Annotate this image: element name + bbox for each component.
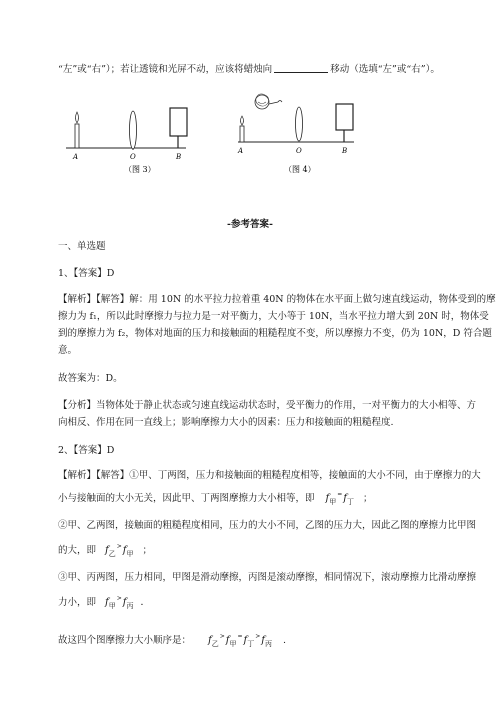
candle-icon [240,126,244,142]
optics-figures [66,86,376,176]
question-tail-line [58,62,440,77]
q2-p1-relation: $f_甲^=f_丁$ [325,491,354,506]
fig4-caption: （图 4） [284,165,316,174]
q2-p1-line: 小与接触面的大小无关，因此甲、丁两图摩擦力大小相等，即 $f_甲^=f_丁$ ； [58,491,373,506]
candle-icon [75,124,79,148]
q2-answer: 2、【答案】D [58,445,115,456]
light-screen-icon [336,104,353,130]
q2-p2-line: 的大，即 $f_乙^>f_甲$ ； [58,543,153,558]
answer-heading: -参考答案- [227,219,273,230]
eye-observer-icon [255,95,269,109]
q1-analysis-line: 意。 [58,345,78,356]
q1-analysis-line: 擦力为 f₁，所以此时摩擦力与拉力是一对平衡力，大小等于 10N，当水平拉力增大到 20N 时，物体受 [58,311,489,322]
fig4-point-a: A [238,147,244,155]
q1-fenxi-line: 【分析】当物体处于静止状态或匀速直线运动状态时，受平衡力的作用，一对平衡力的大小相等、方 [58,400,477,411]
q2-final-order: $f_乙^>f_甲^=f_丁^>f_丙$ [208,633,272,648]
q1-analysis-line: 【解析】【解答】解：用 10N 的水平拉力拉着重 40N 的物体在水平面上做匀速直线运动，物体受到的摩 [58,294,496,305]
figure-3 [66,108,187,174]
q1-answer: 1、【答案】D [58,268,115,279]
q2-p3-line: 力小，即 $f_甲^>f_丙$ ． [58,595,151,610]
question-text: “左”或“右”）；若让透镜和光屏不动，应该将蜡烛向 [58,64,273,75]
figure-4 [237,94,354,174]
q1-fenxi-line: 向相反、作用在同一直线上；影响摩擦力大小的因素：压力和接触面的粗糙程度. [58,417,394,428]
q1-analysis-line: 到的摩擦力为 f₂，物体对地面的压力和接触面的粗糙程度不变，所以摩擦力不变，仍为 10N，D 符合题 [58,328,492,339]
answer-blank [274,62,328,73]
fig3-point-a: A [73,153,79,161]
q2-p1-line: 【解析】【解答】①甲、丁两图，压力和接触面的粗糙程度相等，接触面的大小不同，由于摩擦力的大 [58,470,481,481]
section-title: 一、单选题 [58,241,106,252]
q2-final-line: 故这四个图摩擦力大小顺序是： $f_乙^>f_甲^=f_丁^>f_丙$ . [58,633,287,648]
q1-conclusion: 故答案为：D。 [58,373,123,384]
light-screen-icon [170,108,187,136]
convex-lens-icon [130,111,137,149]
q2-p3-line: ③甲、丙两图，压力相同，甲图是滑动摩擦，丙图是滚动摩擦，相同情况下，滚动摩擦力比滑动摩擦 [58,572,477,583]
question-text-suffix: 移动（选填“左”或“右”）。 [330,64,440,75]
fig3-caption: （图 3） [124,165,156,174]
q2-p2-relation: $f_乙^>f_甲$ [105,543,134,558]
q2-p3-relation: $f_甲^>f_丙$ [105,595,134,610]
q2-p2-line: ②甲、乙两图，接触面的粗糙程度相同，压力的大小不同，乙图的压力大，因此乙图的摩擦力比甲图 [58,520,477,531]
fig4-point-o: O [296,147,302,155]
fig4-point-b: B [342,147,348,155]
convex-lens-icon [296,107,303,141]
fig3-point-b: B [176,153,182,161]
fig3-point-o: O [130,153,136,161]
